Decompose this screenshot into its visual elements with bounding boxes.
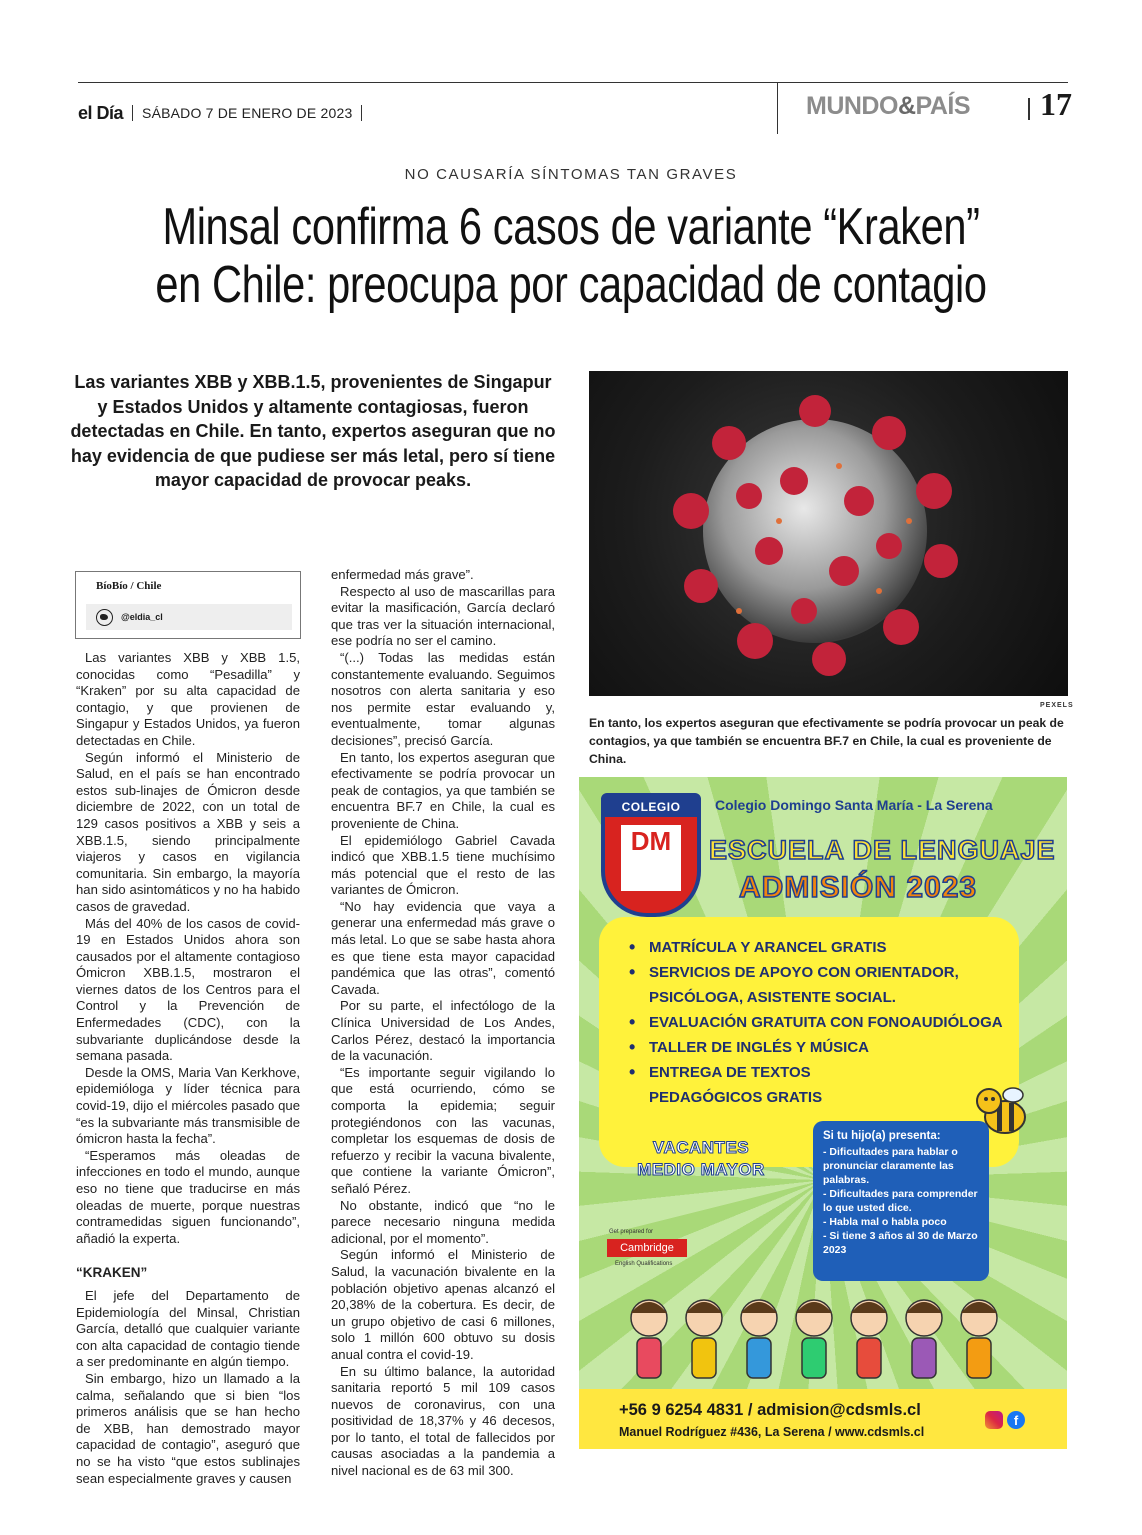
cambridge-tagline: Get prepared for (609, 1229, 654, 1235)
byline (96, 580, 161, 592)
school-advertisement[interactable] (579, 777, 1067, 1449)
symptom-item: - Si tiene 3 años al 30 de Marzo 2023 (823, 1230, 978, 1256)
vacancies-line-2: MEDIO MAYOR (637, 1160, 765, 1179)
paragraph: Más del 40% de los casos de covid-19 en Estados Unidos ahora son causados por el altamente contagioso Ómicron XBB.1.5, mostraron el viernes datos de los Centros para el Control y la Prevención de Enfermedades (CDC), con la subvariante duplicándose desde la semana pasada. (76, 915, 300, 1064)
divider (132, 105, 133, 121)
benefit-item: • EVALUACIÓN GRATUITA CON FONOAUDIÓLOGA (627, 1010, 1027, 1035)
benefit-item-cont: PSICÓLOGA, ASISTENTE SOCIAL. (649, 989, 896, 1006)
photo-caption: En tanto, los expertos aseguran que efectivamente se podría provocar un peak de contagios, ya que también se encuentra BF.7 en Chile, la cual es proveniente de China. (589, 716, 1064, 766)
byline-place: Chile (136, 580, 162, 592)
ad-subtitle: ADMISIÓN 2023 (739, 871, 978, 904)
cambridge-logo: Cambridge (607, 1239, 687, 1257)
twitter-icon (96, 609, 113, 626)
byline-source: BíoBío / (96, 580, 137, 592)
paragraph: “Es importante seguir vigilando lo que está ocurriendo, cómo se comporta la epidemia; seguir protegiéndonos con las vacunas, completar los esquemas de dosis de refuerzo y recibir la vacuna bivalente, que contiene la variante Ómicron”, señaló Pérez. (331, 1064, 555, 1196)
paragraph: En tanto, los expertos aseguran que efectivamente se podría provocar un peak de contagios, ya que también se encuentra BF.7 en Chile, la cual es proveniente de China. (331, 749, 555, 831)
cambridge-subtitle: English Qualifications (615, 1261, 673, 1267)
kicker: NO CAUSARÍA SÍNTOMAS TAN GRAVES (404, 166, 738, 183)
paragraph: El jefe del Departamento de Epidemiología del Minsal, Christian García, detalló que cualquier variante con alta capacidad de contagio tiende a ser predominante en algún tiempo. (76, 1287, 300, 1370)
contact-phone-email[interactable]: +56 9 6254 4831 / admision@cdsmls.cl (619, 1401, 921, 1419)
paragraph: Respecto al uso de mascarillas para evitar la masificación, García declaró que tras ver la situación internacional, ese podría no ser el camino. (331, 583, 555, 649)
masthead (78, 100, 371, 126)
benefit-item: • MATRÍCULA Y ARANCEL GRATIS (627, 935, 1027, 960)
lead-paragraph: Las variantes XBB y XBB.1.5, provenientes de Singapur y Estados Unidos y altamente contagiosas, fueron detectadas en Chile. En tanto, expertos aseguran que no hay evidencia de que pudiese ser más letal, pero sí tiene mayor capacidad de provocar peaks. (70, 372, 556, 490)
page-number: 17 (1040, 86, 1072, 122)
twitter-handle[interactable]: @eldia_cl (121, 612, 163, 622)
benefit-item: • TALLER DE INGLÉS Y MÚSICA (627, 1035, 1027, 1060)
header-divider (777, 82, 778, 134)
paragraph: Según informó el Ministerio de Salud, la vacunación bivalente en la población objetivo apenas alcanzó el 20,38% de la cobertura. Es decir, de un grupo objetivo de casi 6 millones, solo 1 millón 600 obtuvo su dosis anual contra el covid-19. (331, 1247, 555, 1362)
page-number-divider (1028, 98, 1030, 120)
benefit-item-cont: PEDAGÓGICOS GRATIS (649, 1089, 823, 1106)
issue-date: SÁBADO 7 DE ENERO DE 2023 (142, 105, 353, 121)
section-name-a: MUNDO (806, 92, 898, 120)
headline-line-2: en Chile: preocupa por capacidad de contagio (155, 256, 987, 314)
photo-credit: PEXELS (1040, 702, 1074, 709)
facebook-icon[interactable]: f (1007, 1411, 1025, 1429)
school-name: Colegio Domingo Santa María - La Serena (715, 797, 993, 813)
school-crest (601, 793, 701, 917)
symptom-item: - Dificultades para comprender lo que usted dice. (823, 1188, 978, 1214)
symptom-item: - Dificultades para hablar o pronunciar claramente las palabras. (823, 1146, 958, 1186)
instagram-icon[interactable] (985, 1411, 1003, 1429)
section-name (806, 92, 970, 121)
vacancies-label (631, 1137, 771, 1181)
paragraph: Sin embargo, hizo un llamado a la calma, señalando que si bien “los primeros análisis que se han hecho de XBB, han demostrado mayor capacidad de contagio”, aseguró que no se ha visto “que estos sublinajes sean especialmente graves y causen (76, 1370, 300, 1486)
paragraph: Las variantes XBB y XBB 1.5, conocidas como “Pesadilla” y “Kraken” por su alta capacidad de contagio, y que provienen de Singapur y Estados Unidos, ya fueron detectadas en Chile. (76, 650, 300, 748)
paragraph: Por su parte, el infectólogo de la Clínica Universidad de Los Andes, Carlos Pérez, destacó la importancia de la vacunación. (331, 998, 555, 1064)
symptoms-box (813, 1121, 989, 1281)
crest-letters: DM (621, 825, 681, 891)
paragraph: Desde la OMS, Maria Van Kerkhove, epidemióloga y líder técnica para covid-19, dijo el miércoles pasado que “es la subvariante más transmisible de ómicron hasta la fecha”. (76, 1064, 300, 1147)
paragraph: Según informó el Ministerio de Salud, en el país se han encontrado estos sub-linajes de Ómicron desde diciembre de 2022, con un total de 129 casos positivos a XBB y seis a XBB.1.5, siendo principalmente viajeros y casos en vigilancia comunitaria. Sin embargo, la mayoría han sido asintomáticos y no ha habido casos de gravedad. (76, 749, 300, 914)
headline-line-1: Minsal confirma 6 casos de variante “Kraken” (162, 198, 980, 256)
contact-address[interactable]: Manuel Rodríguez #436, La Serena / www.cdsmls.cl (619, 1425, 925, 1439)
paragraph: enfermedad más grave”. (331, 567, 474, 582)
paragraph: “No hay evidencia que vaya a generar una enfermedad más grave o más letal. Lo que se sabe hasta ahora es que tiene esta mayor capacidad pandémica que las otras”, comentó Cavada. (331, 898, 555, 997)
symptoms-title: Si tu hijo(a) presenta: (823, 1130, 941, 1142)
paragraph: En su último balance, la autoridad sanitaria reportó 5 mil 109 casos nuevos de coronavirus, con una positividad de 18,37% y 46 decesos, por lo tanto, el total de fallecidos por causas asociadas a la pandemia a nivel nacional es de 63 mil 300. (331, 1363, 555, 1479)
section-name-b: PAÍS (915, 92, 970, 120)
crest-label: COLEGIO (605, 797, 697, 817)
subheading: “KRAKEN” (76, 1265, 148, 1281)
headline (146, 198, 996, 314)
paragraph: No obstante, indicó que “no le parece necesario ninguna medida adicional, por el momento”. (331, 1197, 555, 1246)
vacancies-line-1: VACANTES (652, 1138, 750, 1157)
contact-bar (579, 1389, 1067, 1449)
divider (361, 105, 362, 121)
paragraph: El epidemiólogo Gabriel Cavada indicó que XBB.1.5 tiene muchísimo más potencial que el resto de las variantes de Ómicron. (331, 832, 555, 898)
top-rule (78, 82, 1068, 83)
virus-photo (589, 371, 1068, 696)
benefit-item: • SERVICIOS DE APOYO CON ORIENTADOR, (627, 960, 1027, 985)
article-column-1 (76, 650, 300, 1487)
benefit-item: • ENTREGA DE TEXTOS (627, 1060, 1027, 1085)
paragraph: “(...) Todas las medidas están constantemente evaluando. Seguimos nosotros con alerta sanitaria y eso nos permite estar evaluando y, eventualmente, tomar algunas decisiones”, precisó García. (331, 649, 555, 748)
article-column-2 (331, 567, 555, 1480)
ad-title: ESCUELA DE LENGUAJE (709, 835, 1056, 865)
paragraph: “Esperamos más oleadas de infecciones en todo el mundo, aunque eso no tiene que traducirse en más oleadas de muerte, porque nuestras contramedidas siguen funcionando”, añadió la experta. (76, 1147, 300, 1246)
symptom-item: - Habla mal o habla poco (823, 1216, 947, 1228)
children-illustration (619, 1283, 1039, 1393)
coronavirus-illustration (589, 371, 1068, 696)
twitter-row (86, 604, 292, 630)
byline-box (75, 571, 301, 639)
section-amp: & (897, 92, 916, 120)
newspaper-logo: el Día (78, 102, 124, 123)
